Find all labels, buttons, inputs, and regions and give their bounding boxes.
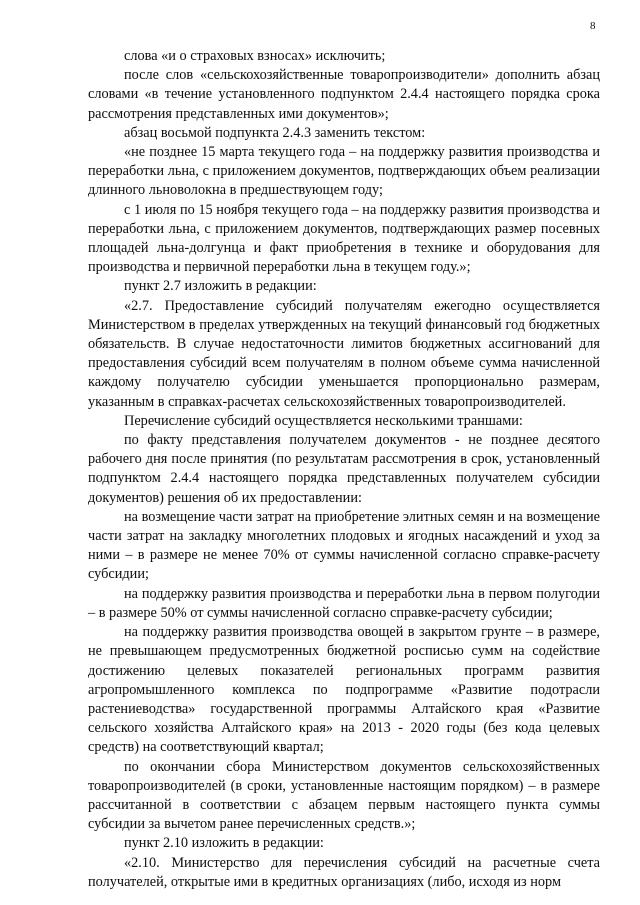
page-number: 8 xyxy=(590,20,596,32)
paragraph-5: с 1 июля по 15 ноября текущего года – на поддержку развития производства и переработки льна, с приложением документов, подтверждающих размер посевных площадей льна-долгунца и факт приобретения в технике и оборудования для производства и первичной переработки льна в текущем году.»; xyxy=(88,201,600,276)
paragraph-1: слова «и о страховых взносах» исключить; xyxy=(124,48,386,64)
paragraph-12: на поддержку развития производства овощей в закрытом грунте – в размере, не превышающем предусмотренных бюджетной росписью сумм на содействие достижению целевых показателей региональных программ развития агропромышленного комплекса по подпрограмме «Развитие подотрасли растениеводства» государственной программы Алтайского края «Развитие сельского хозяйства Алтайского края» на 2013 - 2020 годы (без кода целевых средств) на соответствующий квартал; xyxy=(88,624,600,756)
paragraph-9: по факту представления получателем документов - не позднее десятого рабочего дня после принятия (по результатам рассмотрения в срок, установленный подпунктом 2.4.4 настоящего порядка представленных получателем субсидии документов) решения об их предоставлении: xyxy=(88,432,600,506)
paragraph-15: «2.10. Министерство для перечисления субсидий на расчетные счета получателей, открытые ими в кредитных организациях (либо, исходя из норм xyxy=(88,854,600,890)
paragraph-14: пункт 2.10 изложить в редакции: xyxy=(124,835,324,852)
paragraph-10: на возмещение части затрат на приобретение элитных семян и на возмещение части затрат на закладку многолетних плодовых и ягодных насаждений и уход за ними – в размере не менее 70% от суммы начисленной согласно справке-расчету субсидии; xyxy=(88,508,600,583)
paragraph-11: на поддержку развития производства и переработки льна в первом полугодии – в размере 50% от суммы начисленной согласно справке-расчету субсидии; xyxy=(88,585,600,621)
paragraph-13: по окончании сбора Министерством документов сельскохозяйственных товаропроизводителей (в сроки, установленные настоящим порядком) – в размере рассчитанной в соответствии с абзацем первым настоящего пункта суммы субсидии за вычетом ранее перечисленных средств.»; xyxy=(88,758,600,833)
paragraph-7: «2.7. Предоставление субсидий получателям ежегодно осуществляется Министерством в пределах утвержденных на текущий финансовый год бюджетных обязательств. В случае недостаточности лимитов бюджетных ассигнований для предоставления субсидий всем получателям в полном объеме сумма начисленной каждому получателю субсидии уменьшается пропорционально размерам, указанным в справках-расчетах сельскохозяйственных товаропроизводителей. xyxy=(88,297,600,410)
paragraph-3: абзац восьмой подпункта 2.4.3 заменить текстом: xyxy=(124,124,426,141)
paragraph-4: «не позднее 15 марта текущего года – на поддержку развития производства и переработки льна, с приложением документов, подтверждающих объем реализации длинного льноволокна в предшествующем году; xyxy=(88,144,600,199)
document-body xyxy=(88,47,600,892)
paragraph-2: после слов «сельскохозяйственные товаропроизводители» дополнить абзац словами «в течение установленного подпунктом 2.4.4 настоящего порядка срока рассмотрения представленных ими документов»; xyxy=(88,67,600,122)
paragraph-8: Перечисление субсидий осуществляется несколькими траншами: xyxy=(124,412,523,429)
paragraph-6: пункт 2.7 изложить в редакции: xyxy=(124,278,317,295)
